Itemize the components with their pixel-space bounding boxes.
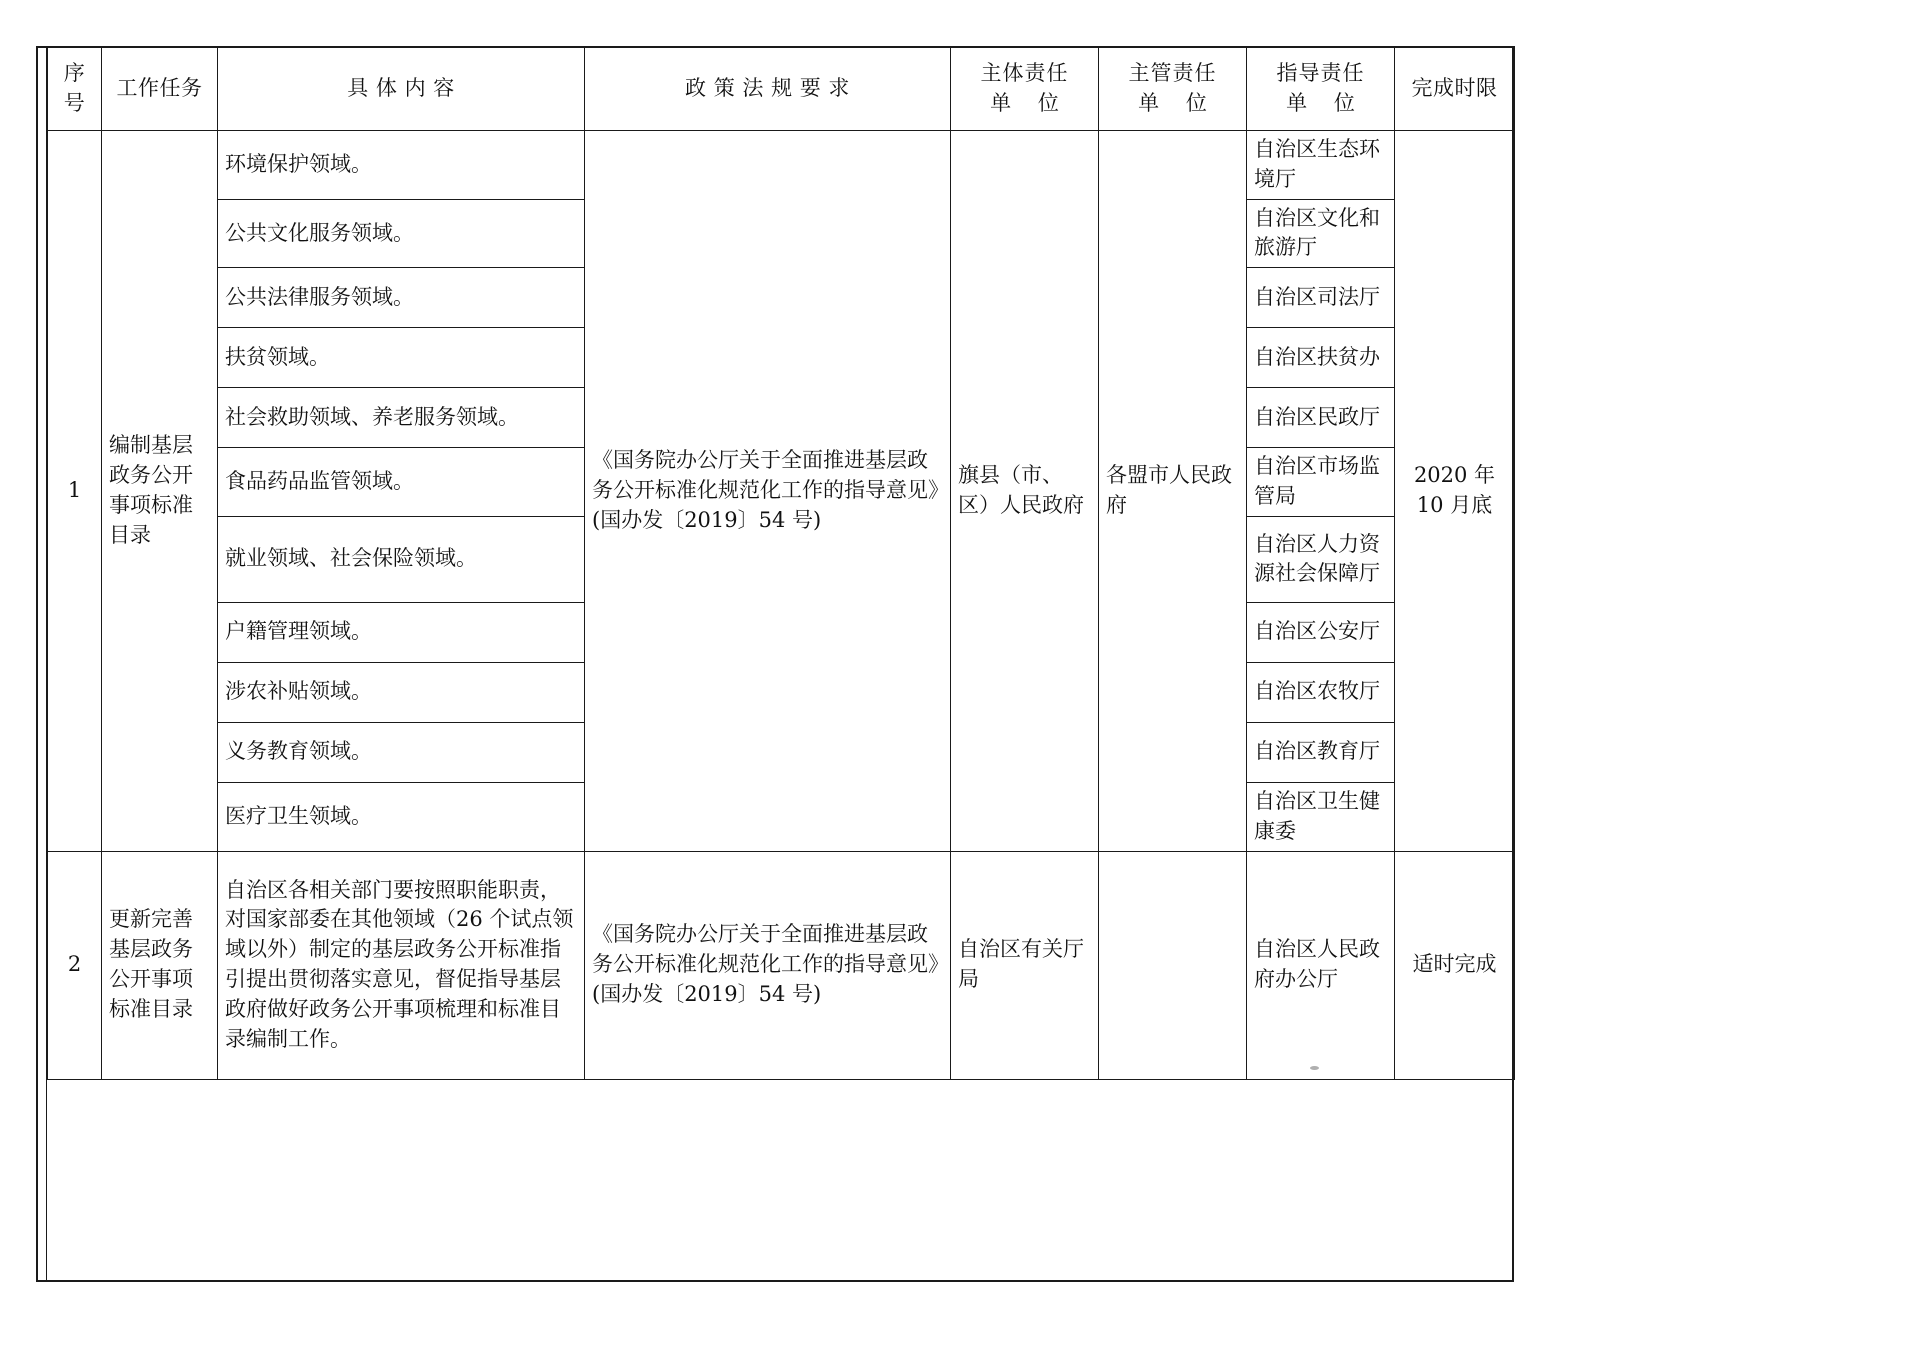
cell-guide-unit: 自治区扶贫办 <box>1247 328 1395 388</box>
header-task: 工作任务 <box>102 47 218 131</box>
cell-seq: 1 <box>48 131 102 852</box>
cell-guide-unit: 自治区公安厅 <box>1247 602 1395 662</box>
cell-guide-unit: 自治区人力资源社会保障厅 <box>1247 516 1395 602</box>
cell-detail: 公共法律服务领域。 <box>218 268 585 328</box>
header-super-unit <box>1099 47 1247 131</box>
scan-artifact <box>1310 1066 1319 1070</box>
cell-policy: 《国务院办公厅关于全面推进基层政务公开标准化规范化工作的指导意见》(国办发〔2019〕54 号) <box>585 131 951 852</box>
cell-guide-unit: 自治区农牧厅 <box>1247 662 1395 722</box>
cell-super-unit <box>1099 851 1247 1079</box>
header-deadline: 完成时限 <box>1395 47 1515 131</box>
cell-task: 编制基层政务公开事项标准目录 <box>102 131 218 852</box>
header-seq: 序号 <box>48 47 102 131</box>
header-policy: 政 策 法 规 要 求 <box>585 47 951 131</box>
cell-detail: 涉农补贴领域。 <box>218 662 585 722</box>
cell-deadline: 适时完成 <box>1395 851 1515 1079</box>
cell-guide-unit: 自治区生态环境厅 <box>1247 131 1395 200</box>
header-detail: 具 体 内 容 <box>218 47 585 131</box>
cell-detail: 就业领域、社会保险领域。 <box>218 516 585 602</box>
cell-detail: 社会救助领域、养老服务领域。 <box>218 388 585 448</box>
cell-detail: 户籍管理领域。 <box>218 602 585 662</box>
cell-guide-unit: 自治区市场监管局 <box>1247 448 1395 517</box>
header-main-unit-line2: 单 位 <box>990 90 1069 115</box>
header-super-unit-line2: 单 位 <box>1138 90 1217 115</box>
header-super-unit-line1: 主管责任 <box>1128 60 1217 85</box>
cell-super-unit: 各盟市人民政府 <box>1099 131 1247 852</box>
cell-main-unit: 旗县（市、区）人民政府 <box>951 131 1099 852</box>
cell-guide-unit: 自治区卫生健康委 <box>1247 782 1395 851</box>
table-row <box>48 131 1515 200</box>
cell-guide-unit: 自治区民政厅 <box>1247 388 1395 448</box>
header-guide-unit-line2: 单 位 <box>1286 90 1365 115</box>
cell-detail: 义务教育领域。 <box>218 722 585 782</box>
cell-detail: 环境保护领域。 <box>218 131 585 200</box>
cell-seq: 2 <box>48 851 102 1079</box>
policy-task-table <box>47 46 1515 1080</box>
cell-detail: 医疗卫生领域。 <box>218 782 585 851</box>
cell-policy: 《国务院办公厅关于全面推进基层政务公开标准化规范化工作的指导意见》(国办发〔2019〕54 号) <box>585 851 951 1079</box>
cell-task: 更新完善基层政务公开事项标准目录 <box>102 851 218 1079</box>
header-guide-unit-line1: 指导责任 <box>1276 60 1365 85</box>
cell-guide-unit: 自治区教育厅 <box>1247 722 1395 782</box>
cell-guide-unit: 自治区文化和旅游厅 <box>1247 199 1395 268</box>
cell-deadline: 2020 年10 月底 <box>1395 131 1515 852</box>
header-guide-unit <box>1247 47 1395 131</box>
table-header-row <box>48 47 1515 131</box>
cell-main-unit: 自治区有关厅局 <box>951 851 1099 1079</box>
cell-detail: 公共文化服务领域。 <box>218 199 585 268</box>
cell-detail: 食品药品监管领域。 <box>218 448 585 517</box>
cell-guide-unit: 自治区人民政府办公厅 <box>1247 851 1395 1079</box>
header-main-unit <box>951 47 1099 131</box>
cell-guide-unit: 自治区司法厅 <box>1247 268 1395 328</box>
table-row <box>48 851 1515 1079</box>
cell-detail: 自治区各相关部门要按照职能职责，对国家部委在其他领域（26 个试点领域以外）制定的基层政务公开标准指引提出贯彻落实意见，督促指导基层政府做好政务公开事项梳理和标准目录编制工作。 <box>218 851 585 1079</box>
header-main-unit-line1: 主体责任 <box>980 60 1069 85</box>
cell-detail: 扶贫领域。 <box>218 328 585 388</box>
